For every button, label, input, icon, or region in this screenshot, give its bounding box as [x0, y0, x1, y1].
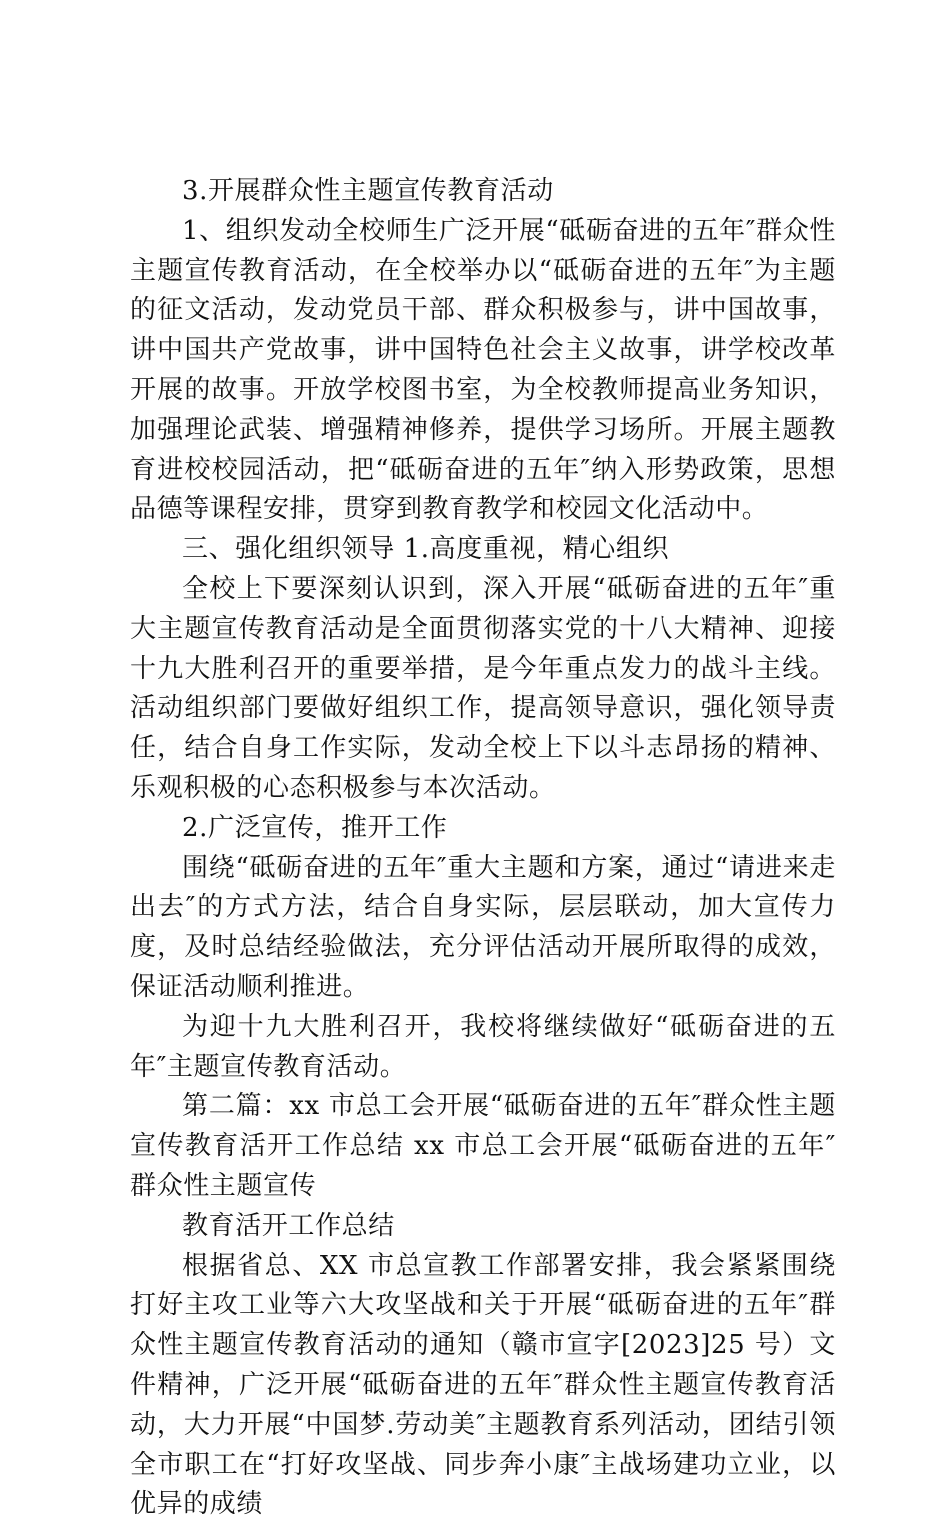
- section-heading-3: 3.开展群众性主题宣传教育活动: [182, 176, 554, 206]
- section-heading-organization: 三、强化组织领导 1.高度重视，精心组织: [182, 534, 670, 565]
- chapter-title: 第二篇：xx 市总工会开展“砥砺奋进的五年″群众性主题宣传教育活开工作总结 xx 市总工会开展“砥砺奋进的五年″群众性主题宣传: [130, 1091, 836, 1201]
- document-body: [130, 172, 836, 1525]
- body-paragraph: 全校上下要深刻认识到，深入开展“砥砺奋进的五年″重大主题宣传教育活动是全面贯彻落实党的十八大精神、迎接十九大胜利召开的重要举措，是今年重点发力的战斗主线。活动组织部门要做好组织工作，提高领导意识，强化领导责任，结合自身工作实际，发动全校上下以斗志昂扬的精神、乐观积极的心态积极参与本次活动。: [130, 573, 836, 803]
- subsection-heading-publicity: 2.广泛宣传，推开工作: [182, 812, 448, 843]
- body-paragraph: 根据省总、XX 市总宣教工作部署安排，我会紧紧围绕打好主攻工业等六大攻坚战和关于开展“砥砺奋进的五年″群众性主题宣传教育活动的通知（赣市宣字[2023]25 号）文件精神，广泛开展“砥砺奋进的五年″群众性主题宣传教育活动，大力开展“中国梦.劳动美″主题教育系列活动，团结引领全市职工在“打好攻坚战、同步奔小康″主战场建功立业，以优异的成绩: [130, 1250, 836, 1520]
- body-paragraph: 1、组织发动全校师生广泛开展“砥砺奋进的五年″群众性主题宣传教育活动，在全校举办以“砥砺奋进的五年″为主题的征文活动，发动党员干部、群众积极参与，讲中国故事，讲中国共产党故事，讲中国特色社会主义故事，讲学校改革开展的故事。开放学校图书室，为全校教师提高业务知识，加强理论武装、增强精神修养，提供学习场所。开展主题教育进校校园活动，把“砥砺奋进的五年″纳入形势政策，思想品德等课程安排，贯穿到教育教学和校园文化活动中。: [130, 215, 836, 525]
- body-paragraph: 围绕“砥砺奋进的五年″重大主题和方案，通过“请进来走出去″的方式方法，结合自身实际，层层联动，加大宣传力度，及时总结经验做法，充分评估活动开展所取得的成效，保证活动顺利推进。: [130, 852, 836, 1002]
- chapter-subtitle: 教育活开工作总结: [182, 1210, 395, 1241]
- body-paragraph: 为迎十九大胜利召开，我校将继续做好“砥砺奋进的五年″主题宣传教育活动。: [130, 1011, 836, 1082]
